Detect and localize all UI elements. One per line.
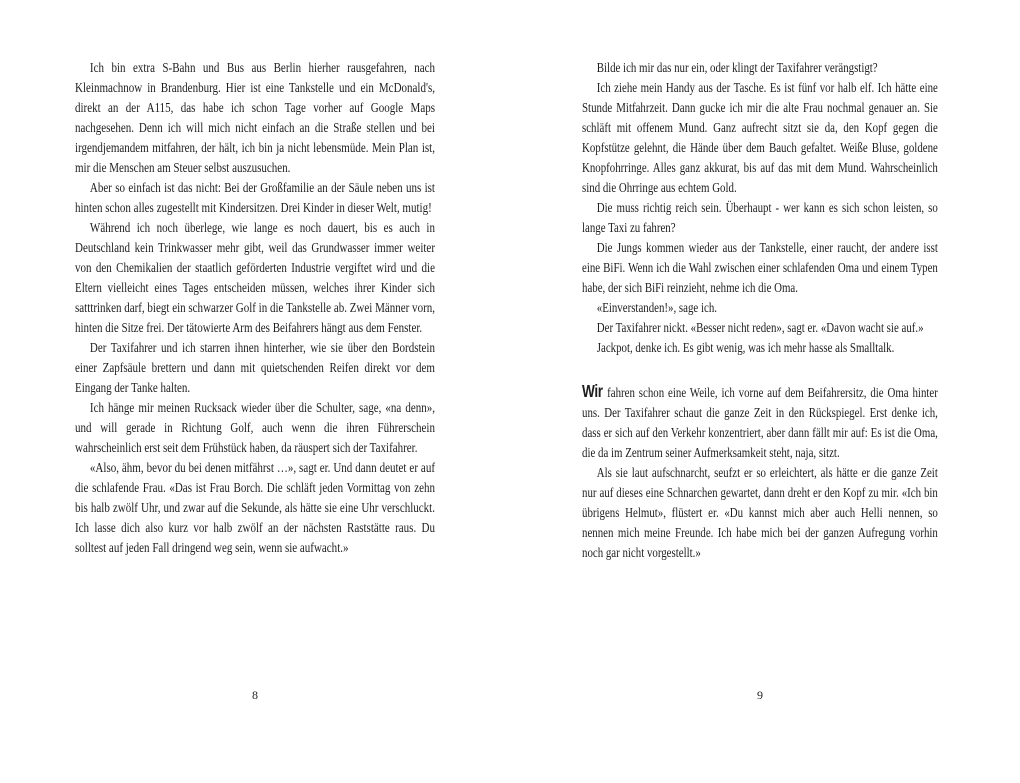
paragraph: Die muss richtig reich sein. Überhaupt - wer kann es sich schon leisten, so lange Taxi zu fahren? [582,201,938,236]
paragraph: Aber so einfach ist das nicht: Bei der Großfamilie an der Säule neben uns ist hinten schon alles zugestellt mit Kindersitzen. Drei Kinder in dieser Welt, mutig! [75,181,435,216]
paragraph: Der Taxifahrer nickt. «Besser nicht reden», sagt er. «Davon wacht sie auf.» [596,321,924,336]
page-right [582,59,1020,564]
page-left [75,59,533,559]
paragraph: Ich hänge mir meinen Rucksack wieder über die Schulter, sage, «na denn», und will gerade in Richtung Golf, auch wenn die ihren Führerschein wahrscheinlich erst seit dem Frühstück haben, da räuspert sich der Taxifahrer. [75,401,435,456]
section-lead-word: Wir [582,381,608,401]
paragraph: Jackpot, denke ich. Es gibt wenig, was ich mehr hasse als Smalltalk. [596,341,895,356]
paragraph: Wir fahren schon eine Weile, ich vorne auf dem Beifahrersitz, die Oma hinter uns. Der Taxifahrer schaut die ganze Zeit in den Rückspiegel. Erst denke ich, dass er sich auf den Verkehr konzentriert, aber dann fällt mir auf: Es ist die Oma, die da im Zentrum seiner Aufmerksamkeit steht, naja, sitzt. [582,381,938,461]
paragraph: Die Jungs kommen wieder aus der Tankstelle, einer raucht, der andere isst eine BiFi. Wenn ich die Wahl zwischen einer schlafenden Oma und einem Typen habe, der sich BiFi reinzieht, nehme ich die Oma. [582,241,938,296]
paragraph: «Also, ähm, bevor du bei denen mitfährst …», sagt er. Und dann deutet er auf die schlafende Frau. «Das ist Frau Borch. Die schläft jeden Vormittag von zehn bis halb zwölf Uhr, und zwar auf die Sekunde, als hätte sie eine Uhr verschluckt. Ich lasse dich also kurz vor halb zwölf an der nächsten Raststätte raus. Du solltest auf jeden Fall dringend weg sein, wenn sie aufwacht.» [75,461,435,556]
page-number-right: 9 [757,688,763,702]
paragraph: Der Taxifahrer und ich starren ihnen hinterher, wie sie über den Bordstein einer Zapfsäule brettern und dann mit quietschenden Reifen direkt vor dem Eingang der Tanke halten. [75,341,435,396]
paragraph: Während ich noch überlege, wie lange es noch dauert, bis es auch in Deutschland kein Trinkwasser mehr gibt, weil das Grundwasser immer weiter von den Chemikalien der staatlich geförderten Industrie vergiftet wird und die Eltern vielleicht eines Tages entscheiden müssen, welches ihrer Kinder sich satttrinken darf, biegt ein schwarzer Golf in die Tankstelle ab. Zwei Männer vorn, hinten die Sitze frei. Der tätowierte Arm des Beifahrers hängt aus dem Fenster. [75,221,435,336]
paragraph: «Einverstanden!», sage ich. [596,301,717,316]
page-number-left: 8 [252,688,258,702]
paragraph: Als sie laut aufschnarcht, seufzt er so erleichtert, als hätte er die ganze Zeit nur auf dieses eine Schnarchen gewartet, dann dreht er den Kopf zu mir. «Ich bin übrigens Helmut», flüstert er. «Du kannst mich aber auch Helli nennen, so nennen mich meine Freunde. Ich habe mich bei der ganzen Aufregung vorhin noch gar nicht vorgestellt.» [582,466,938,561]
page-left-text [75,59,435,559]
paragraph: Bilde ich mir das nur ein, oder klingt der Taxifahrer verängstigt? [596,61,878,76]
page-right-text [582,59,938,564]
paragraph: Ich bin extra S-Bahn und Bus aus Berlin hierher rausgefahren, nach Kleinmachnow in Brandenburg. Hier ist eine Tankstelle und ein McDonald's, direkt an der A115, das habe ich schon Tage vorher auf Google Maps nachgesehen. Denn ich will mich nicht einfach an die Straße stellen und bei irgendjemandem mitfahren, der hält, ich bin ja nicht lebensmüde. Mein Plan ist, mir die Menschen am Steuer selbst auszusuchen. [75,61,435,176]
paragraph: Ich ziehe mein Handy aus der Tasche. Es ist fünf vor halb elf. Ich hätte eine Stunde Mitfahrzeit. Dann gucke ich mir die alte Frau nochmal genauer an. Sie schläft mit offenem Mund. Ganz aufrecht sitzt sie da, den Kopf gegen die Kopfstütze gelehnt, die Hände über dem Bauch gefaltet. Weiße Bluse, goldene Knopfohrringe. Alles ganz akkurat, bis auf das mit dem Mund. Wahrscheinlich sind die Ohrringe aus echtem Gold. [582,81,938,196]
